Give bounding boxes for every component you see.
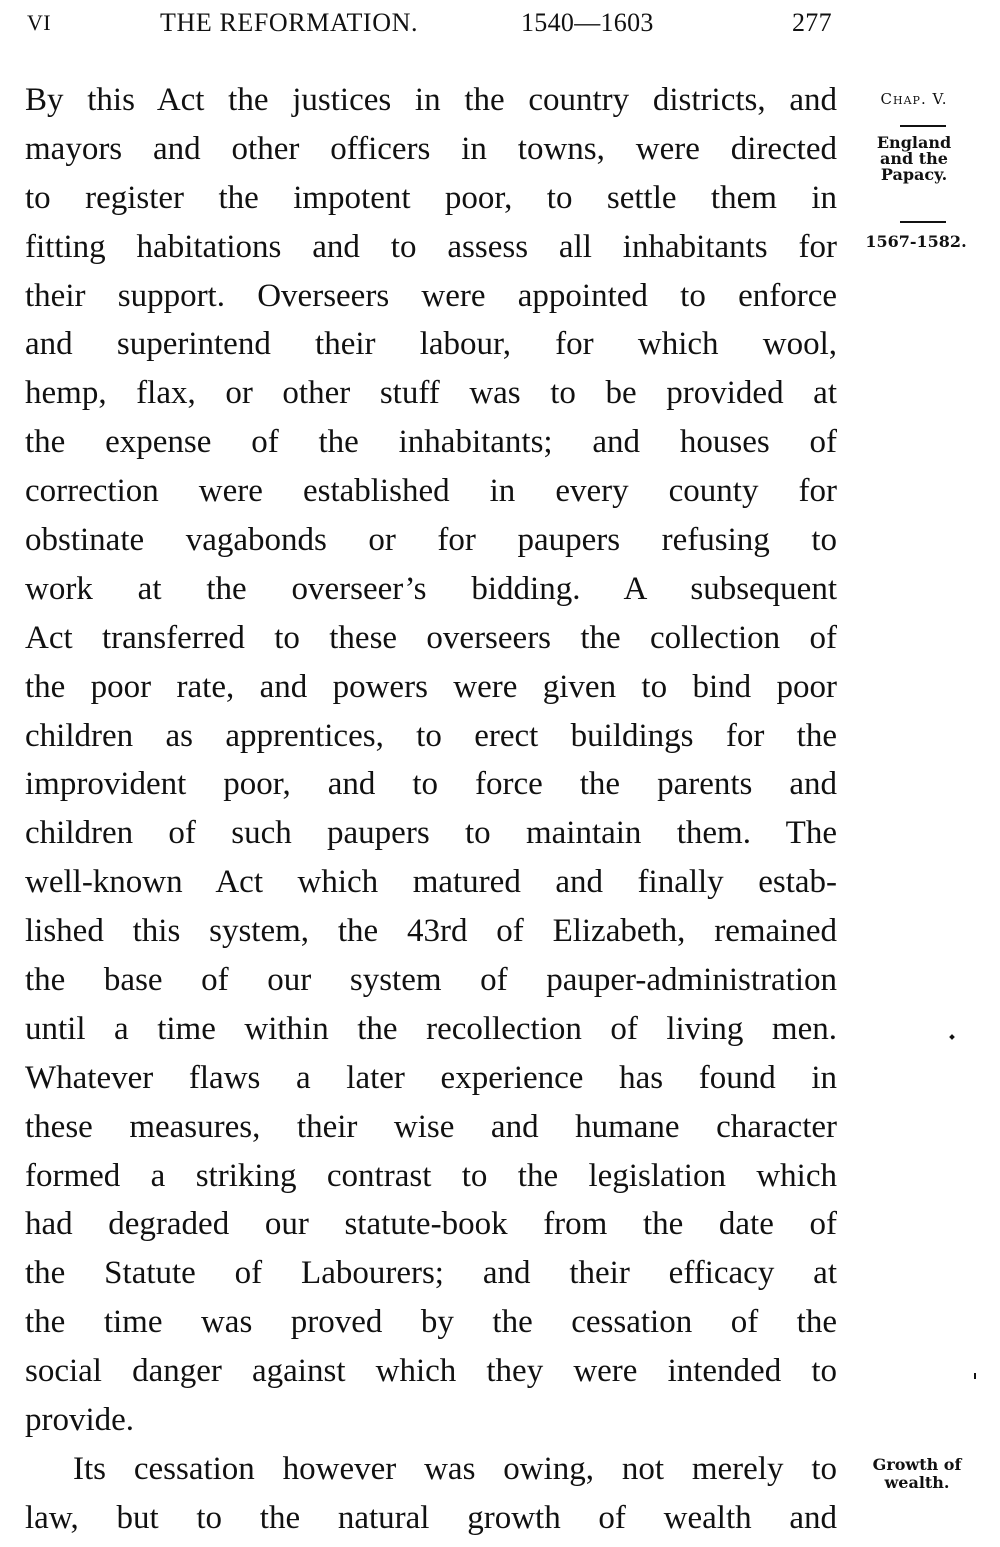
text-line: the base of our system of pauper-administration xyxy=(25,962,837,999)
margin-chapter: Chap. V. xyxy=(880,90,948,108)
text-line: their support. Overseers were appointed to enforce xyxy=(25,277,837,314)
text-line: formed a striking contrast to the legislation which xyxy=(25,1157,837,1194)
text-line: the time was proved by the cessation of the xyxy=(25,1304,837,1341)
text-line: and superintend their labour, for which wool, xyxy=(25,326,837,363)
header-title: THE REFORMATION. xyxy=(160,8,419,37)
margin-growth-note xyxy=(852,1456,982,1492)
margin-subject-line: England xyxy=(876,133,952,152)
header-years: 1540—1603 xyxy=(521,8,654,37)
text-line: children as apprentices, to erect buildings for the xyxy=(25,717,837,754)
text-line: to register the impotent poor, to settle them in xyxy=(25,179,837,216)
text-line: children of such paupers to maintain them. The xyxy=(25,815,837,852)
text-line: improvident poor, and to force the parents and xyxy=(25,766,837,803)
text-line: the Statute of Labourers; and their efficacy at xyxy=(25,1255,837,1292)
text-line: By this Act the justices in the country districts, and xyxy=(25,82,837,118)
margin-date-range: 1567-1582. xyxy=(865,232,967,251)
text-line: hemp, flax, or other stuff was to be provided at xyxy=(25,375,837,412)
text-line: work at the overseer’s bidding. A subsequent xyxy=(25,570,837,607)
text-line: until a time within the recollection of living men. xyxy=(25,1010,837,1047)
margin-subject-line: and the xyxy=(880,149,948,168)
scan-speck xyxy=(949,1034,955,1040)
margin-subject xyxy=(852,135,976,183)
text-line: law, but to the natural growth of wealth and xyxy=(25,1499,837,1536)
text-line: correction were established in every county for xyxy=(25,473,837,510)
text-line: these measures, their wise and humane character xyxy=(25,1108,837,1145)
text-line-paragraph-start: Its cessation however was owing, not merely to xyxy=(73,1450,837,1487)
text-line: mayors and other officers in towns, were directed xyxy=(25,130,837,167)
text-line: Act transferred to these overseers the collection of xyxy=(25,619,837,656)
text-line: obstinate vagabonds or for paupers refusing to xyxy=(25,522,837,559)
text-line: fitting habitations and to assess all inhabitants for xyxy=(25,228,837,265)
header-volume: VI xyxy=(27,10,51,35)
margin-growth-line: Growth of xyxy=(872,1455,962,1474)
text-line: provide. xyxy=(25,1402,135,1439)
margin-subject-line: Papacy. xyxy=(880,165,948,184)
text-line: had degraded our statute-book from the date of xyxy=(25,1206,837,1243)
text-line: lished this system, the 43rd of Elizabeth, remained xyxy=(25,913,837,950)
body-text xyxy=(25,76,837,1543)
text-line: the expense of the inhabitants; and houses of xyxy=(25,424,837,461)
text-line: Whatever flaws a later experience has found in xyxy=(25,1059,837,1096)
scan-speck xyxy=(974,1373,976,1379)
text-line: the poor rate, and powers were given to bind poor xyxy=(25,668,837,705)
page-number: 277 xyxy=(792,8,832,37)
margin-rule xyxy=(900,125,946,127)
text-line: social danger against which they were intended to xyxy=(25,1353,837,1390)
margin-rule xyxy=(900,221,946,223)
text-line: well-known Act which matured and finally estab- xyxy=(25,864,837,901)
margin-growth-line: wealth. xyxy=(884,1473,950,1492)
